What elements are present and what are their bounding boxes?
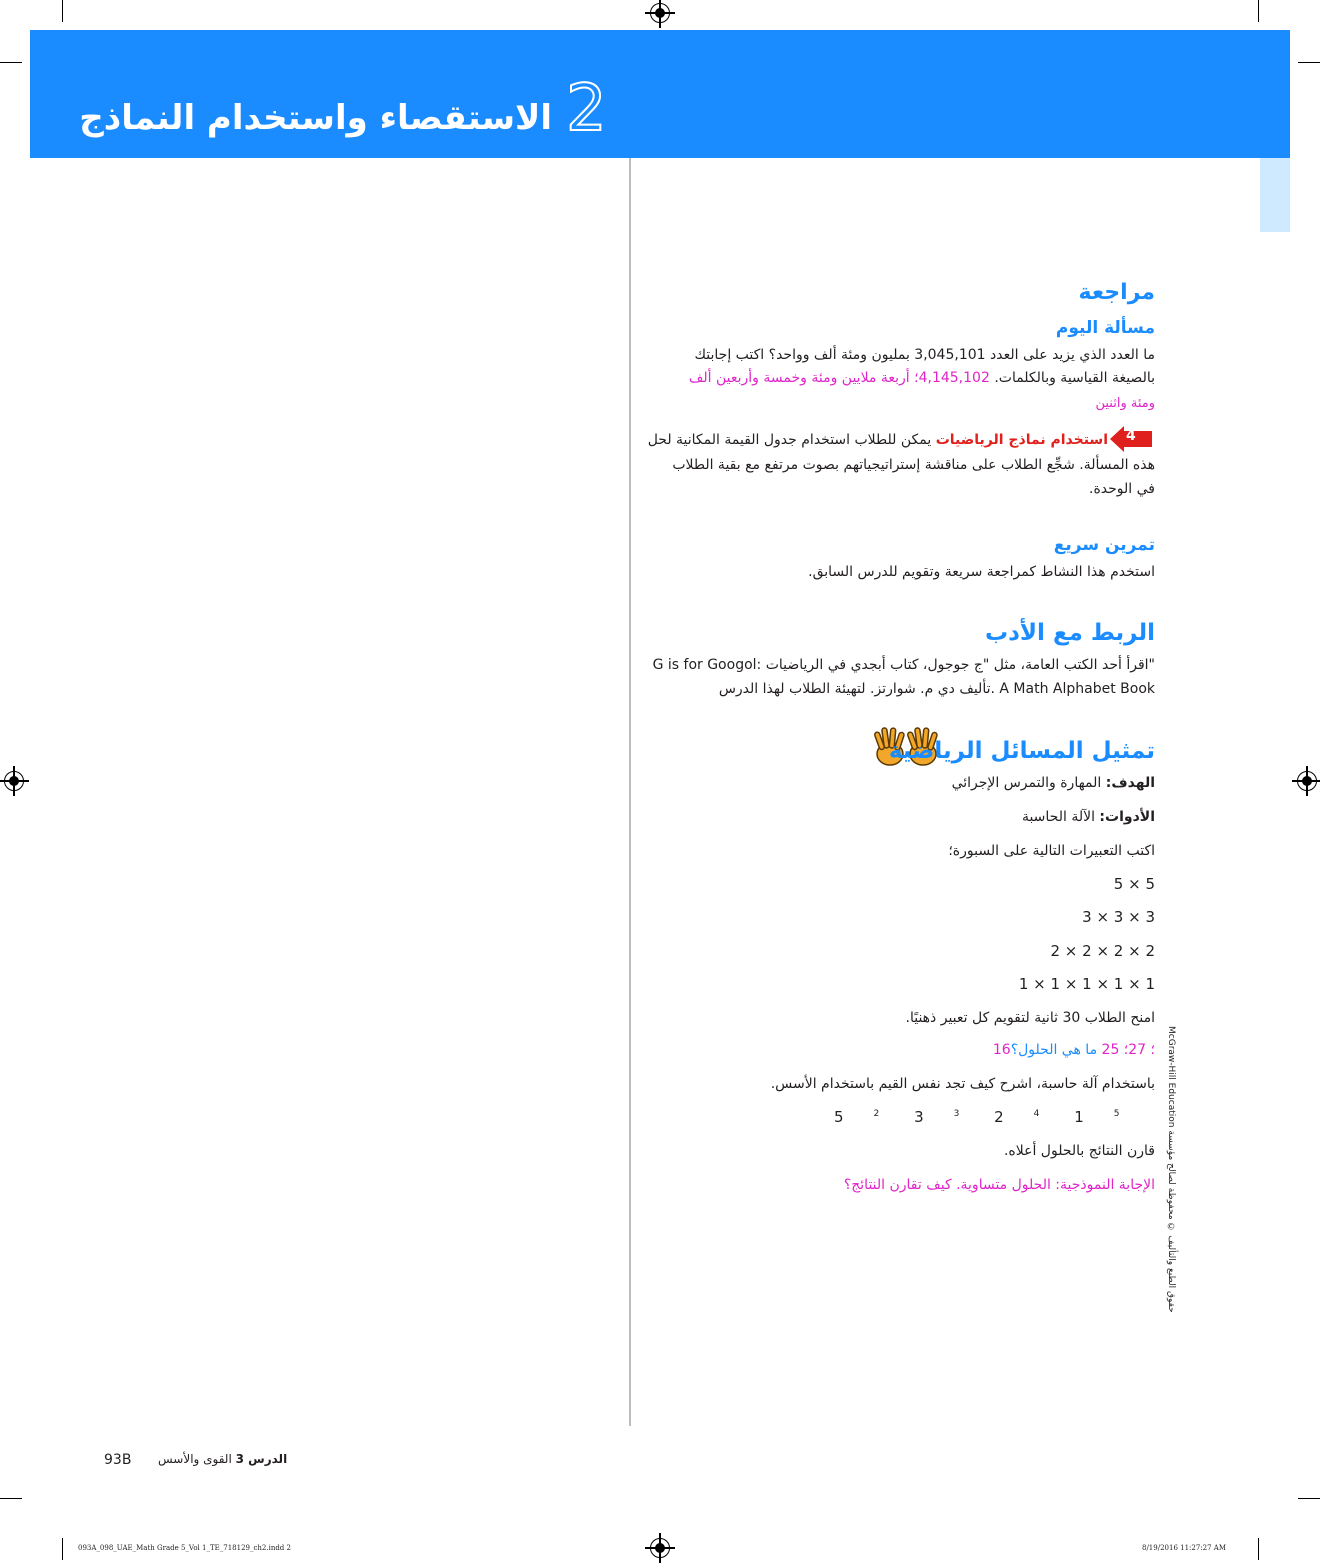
- crop-mark: [0, 62, 22, 63]
- solutions-answer: 16؛ 27؛ 25: [992, 1042, 1155, 1058]
- solutions-line: [993, 1042, 1155, 1058]
- practice-line-2: هذه المسألة. شجِّع الطلاب على مناقشة إستراتيجياتهم بصوت مرتفع مع بقية الطلاب: [672, 457, 1155, 473]
- goal-line: [952, 775, 1155, 791]
- solutions-question: ما هي الحلول؟: [1010, 1042, 1098, 1058]
- crop-mark: [1258, 0, 1259, 22]
- credit-en: McGraw-Hill Education: [1166, 1026, 1176, 1128]
- compare-text: قارن النتائج بالحلول أعلاه.: [1003, 1143, 1155, 1159]
- final-question: كيف تقارن النتائج؟: [843, 1177, 952, 1193]
- power-item: 1 $^5$: [1074, 1108, 1120, 1126]
- problem-answer: 4,145,102؛ أربعة ملايين ومئة وخمسة وأربعين ألف: [688, 370, 990, 386]
- crop-mark: [1258, 1538, 1259, 1560]
- give-time-text: امنح الطلاب 30 ثانية لتقويم كل تعبير ذهنيًا.: [905, 1010, 1155, 1026]
- crop-mark: [62, 0, 63, 22]
- practice-line-1: [648, 432, 1108, 448]
- calculator-text: باستخدام آلة حاسبة، اشرح كيف تجد نفس القيم باستخدام الأسس.: [770, 1076, 1155, 1092]
- problem-line-2-text: بالصيغة القياسية وبالكلمات.: [994, 370, 1155, 386]
- problem-line-2: [689, 370, 1155, 386]
- problem-answer-cont: ومئة واثنين: [1095, 396, 1155, 411]
- literature-line-1: [653, 657, 1155, 673]
- problem-line-1: ما العدد الذي يزيد على العدد 3,045,101 بمليون ومئة ألف وواحد؟ اكتب إجابتك: [694, 347, 1155, 363]
- slug-right: 8/19/2016 11:27:27 AM: [1142, 1544, 1227, 1552]
- registration-mark: [650, 1538, 670, 1558]
- registration-mark: [650, 3, 670, 23]
- goal-label: الهدف:: [1105, 775, 1155, 791]
- lesson-footer: [158, 1452, 287, 1466]
- goal-text: المهارة والتمرس الإجرائي: [951, 775, 1102, 791]
- power-item: 5 $^2$: [834, 1108, 880, 1126]
- book-subtitle-en: A Math Alphabet Book: [999, 681, 1155, 697]
- crop-mark: [62, 1538, 63, 1560]
- chapter-title: الاستقصاء واستخدام النماذج: [79, 98, 552, 138]
- expression-4: 1 × 1 × 1 × 1 × 1: [1018, 975, 1155, 993]
- final-line: [844, 1177, 1155, 1193]
- review-heading: مراجعة: [1078, 280, 1155, 305]
- chapter-header-band: [30, 30, 1290, 158]
- lesson-name: القوى والأسس: [158, 1452, 232, 1466]
- expression-3: 2 × 2 × 2 × 2: [1050, 942, 1155, 960]
- crop-mark: [1298, 1498, 1320, 1499]
- crop-mark: [1298, 62, 1320, 63]
- lesson-label: الدرس 3: [235, 1452, 288, 1466]
- practice-line-3: في الوحدة.: [1089, 481, 1155, 497]
- quick-practice-heading: تمرين سريع: [1053, 535, 1155, 555]
- modeling-heading: تمثيل المسائل الرياضية: [888, 738, 1155, 764]
- literature-text-2: تأليف دي م. شوارتز. لتهيئة الطلاب لهذا الدرس.: [718, 681, 995, 697]
- page-number: 93B: [104, 1452, 132, 1468]
- chapter-number: 2: [566, 72, 607, 146]
- registration-mark: [1297, 771, 1317, 791]
- crop-mark: [0, 1498, 22, 1499]
- literature-heading: الربط مع الأدب: [985, 620, 1155, 646]
- credit-ar: حقوق الطبع والتأليف © محفوظة لصالح مؤسسة: [1166, 1130, 1176, 1313]
- final-answer: الإجابة النموذجية: الحلول متساوية.: [956, 1177, 1155, 1193]
- registration-mark: [4, 771, 24, 791]
- slug-left: 093A_098_UAE_Math Grade 5_Vol 1_TE_718129_ch2.indd 2: [78, 1544, 291, 1552]
- problem-of-day-heading: مسألة اليوم: [1055, 318, 1155, 338]
- practice-label: استخدام نماذج الرياضيات: [935, 432, 1108, 448]
- literature-text-1: اقرأ أحد الكتب العامة، مثل "ج جوجول، كتاب أبجدي في الرياضيات": [765, 657, 1155, 673]
- tools-text: الآلة الحاسبة: [1021, 809, 1095, 825]
- tools-line: [1022, 809, 1155, 825]
- expression-1: 5 × 5: [1113, 875, 1155, 893]
- copyright-credit: [1166, 1026, 1176, 1313]
- literature-line-2: [719, 681, 1155, 697]
- tools-label: الأدوات:: [1099, 809, 1155, 825]
- book-title-en: G is for Googol:: [652, 657, 762, 673]
- practice-text-1: يمكن للطلاب استخدام جدول القيمة المكانية لحل: [647, 432, 932, 448]
- powers-list: [834, 1108, 1149, 1126]
- instruction-text: اكتب التعبيرات التالية على السبورة؛: [948, 843, 1155, 859]
- side-tab: [1260, 158, 1290, 232]
- column-divider: [629, 158, 631, 1426]
- practice-badge-number: 4: [1126, 428, 1136, 444]
- power-item: 3 $^3$: [914, 1108, 960, 1126]
- expression-2: 3 × 3 × 3: [1082, 908, 1155, 926]
- quick-practice-text: استخدم هذا النشاط كمراجعة سريعة وتقويم للدرس السابق.: [808, 564, 1155, 580]
- power-item: 2 $^4$: [994, 1108, 1040, 1126]
